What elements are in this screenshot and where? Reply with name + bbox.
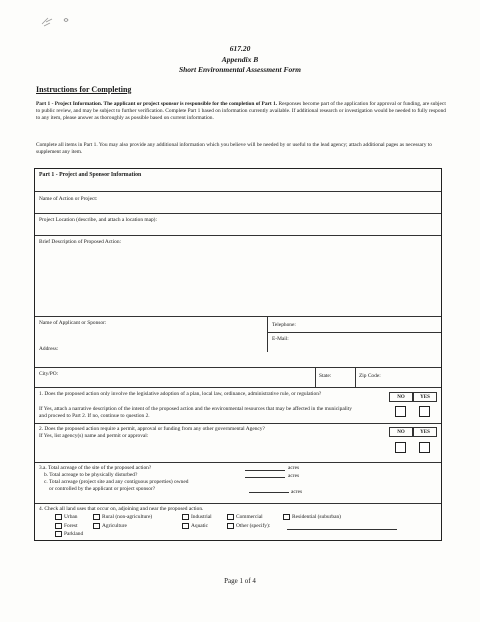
rural-label: Rural (non-agriculture)	[102, 514, 153, 521]
land-use-industrial[interactable]	[182, 514, 212, 520]
residential-checkbox[interactable]	[283, 514, 290, 520]
appendix-label: Appendix B	[221, 55, 259, 64]
acreage-site-field[interactable]	[245, 465, 285, 471]
acres-unit: acres	[288, 473, 300, 479]
q1-no-checkbox[interactable]	[395, 406, 406, 417]
urban-checkbox[interactable]	[55, 514, 62, 520]
question-3c: c. Total acreage (project site and any contiguous properties) owned	[44, 479, 189, 485]
land-use-residential[interactable]	[283, 514, 341, 520]
q2-no-checkbox[interactable]	[395, 442, 406, 453]
zip-label: Zip Code:	[359, 373, 381, 379]
acres-unit: acres	[288, 465, 300, 471]
part1-lead: Part 1 - Project Information.	[36, 101, 103, 107]
page-number: Page 1 of 4	[224, 577, 256, 585]
commercial-checkbox[interactable]	[227, 514, 234, 520]
question-1: 1. Does the proposed action only involve the legislative adoption of a plan, local law, ordinance, administrative rule, or regulation?	[39, 391, 322, 397]
parkland-checkbox[interactable]	[55, 531, 62, 537]
forest-label: Forest	[64, 523, 78, 530]
land-use-rural[interactable]	[93, 514, 152, 520]
city-label: City/PO:	[39, 371, 59, 377]
question-4: 4. Check all land uses that occur on, adjoining and near the proposed action.	[39, 506, 204, 512]
address-label: Address:	[39, 346, 59, 352]
column-divider	[355, 367, 356, 387]
agriculture-label: Agriculture	[102, 523, 127, 530]
parkland-label: Parkland	[64, 531, 84, 538]
form-title: Short Environmental Assessment Form	[178, 65, 302, 74]
part1-responsibility: The applicant or project sponsor is responsible for the completion of Part 1.	[102, 101, 278, 107]
row-divider	[35, 316, 441, 317]
row-divider	[35, 213, 441, 214]
applicant-name-label: Name of Applicant or Sponsor:	[39, 320, 107, 326]
residential-label: Residential (suburban)	[292, 514, 341, 521]
row-divider	[35, 423, 441, 424]
question-3b: b. Total acreage to be physically disturbed?	[44, 472, 138, 478]
brief-description-label: Brief Description of Proposed Action:	[39, 239, 122, 245]
q1-yes-checkbox[interactable]	[419, 406, 430, 417]
question-3a: 3.a. Total acreage of the site of the proposed action?	[39, 465, 152, 471]
project-location-label: Project Location (describe, and attach a location map):	[39, 217, 157, 223]
land-use-commercial[interactable]	[227, 514, 263, 520]
land-use-agriculture[interactable]	[93, 523, 127, 529]
industrial-checkbox[interactable]	[182, 514, 189, 520]
acreage-disturbed-field[interactable]	[245, 472, 285, 478]
industrial-label: Industrial	[191, 514, 212, 521]
q2-yes-checkbox[interactable]	[419, 442, 430, 453]
land-use-aquatic[interactable]	[182, 523, 208, 529]
q1-yes-header: YES	[413, 392, 437, 402]
q2-yes-header: YES	[413, 427, 437, 437]
question-3c-cont: or controlled by the applicant or project sponsor?	[49, 486, 156, 492]
state-label: State:	[319, 373, 332, 379]
complete-all-instructions: Complete all items in Part 1. You may also provide any additional information which you believe will be needed by or useful to the lead agency; attach additional pages as necessary to supplement any item.	[36, 142, 432, 155]
q2-no-header: NO	[389, 427, 413, 437]
handwritten-mark	[40, 14, 74, 28]
question-1-followup: If Yes, attach a narrative description of the intent of the proposed action and the environmental resources that may be affected in the municipality and proceed to Part 2. If no, continue to question 2.	[39, 406, 352, 419]
land-use-forest[interactable]	[55, 523, 77, 529]
row-divider	[35, 462, 441, 463]
email-label: E-Mail:	[272, 336, 289, 342]
row-divider	[35, 367, 441, 368]
telephone-label: Telephone:	[272, 322, 296, 328]
row-divider	[35, 503, 441, 504]
section-title: Part 1 - Project and Sponsor Information	[39, 172, 142, 178]
commercial-label: Commercial	[236, 514, 263, 521]
instructions-title: Instructions for Completing	[36, 85, 132, 94]
row-divider	[35, 235, 441, 236]
agriculture-checkbox[interactable]	[93, 523, 100, 529]
land-use-other[interactable]	[227, 523, 270, 529]
other-specify-field[interactable]	[287, 523, 397, 530]
rural-checkbox[interactable]	[93, 514, 100, 520]
row-divider	[35, 387, 441, 388]
question-2: 2. Does the proposed action require a permit, approval or funding from any other governmental Agency?	[39, 426, 265, 432]
row-divider	[267, 332, 441, 333]
q1-no-header: NO	[389, 392, 413, 402]
column-divider	[315, 367, 316, 387]
land-use-parkland[interactable]	[55, 531, 83, 537]
acreage-owned-field[interactable]	[249, 487, 289, 493]
project-sponsor-form	[34, 168, 442, 541]
acres-unit: acres	[291, 489, 303, 495]
urban-label: Urban	[64, 514, 78, 521]
form-number: 617.20	[229, 44, 251, 53]
column-divider	[267, 316, 268, 352]
part1-body: Responses become part of the application for approval or funding, are subject to public review, and may be subject to further verification. Complete Part 1 based on information currently available. If additional research or investigation would be needed to fully respond to any item, please answer as thoroughly as possible based on current information.	[36, 101, 446, 121]
land-use-urban[interactable]	[55, 514, 77, 520]
question-2-followup: If Yes, list agency(s) name and permit or approval:	[39, 433, 149, 439]
row-divider	[35, 191, 441, 192]
other-label: Other (specify):	[236, 523, 271, 530]
other-checkbox[interactable]	[227, 523, 234, 529]
aquatic-label: Aquatic	[191, 523, 209, 530]
forest-checkbox[interactable]	[55, 523, 62, 529]
aquatic-checkbox[interactable]	[182, 523, 189, 529]
name-of-action-label: Name of Action or Project:	[39, 196, 98, 202]
part1-instructions	[36, 101, 446, 122]
